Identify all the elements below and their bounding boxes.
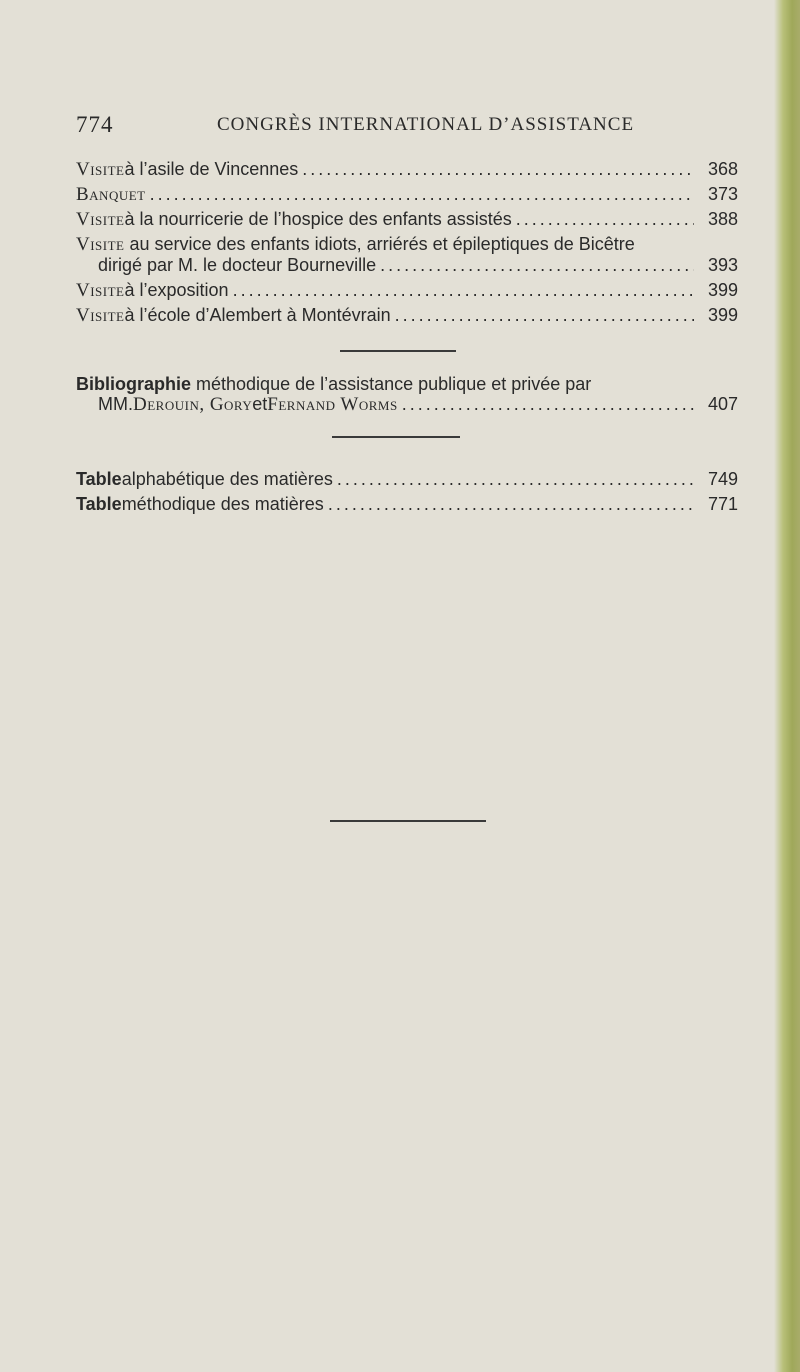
entry-page: 399 (707, 280, 738, 300)
entry-title: à la nourricerie de l’hospice des enfants assistés (124, 209, 512, 229)
entry-title: à l’école d’Alembert à Montévrain (124, 305, 391, 325)
bibliography-keyword: Bibliographie (76, 374, 192, 394)
page-number: 774 (76, 112, 114, 137)
bibliography-entry (76, 374, 738, 415)
toc-entry (76, 234, 738, 275)
end-rule (330, 820, 486, 822)
toc-entry (76, 280, 738, 301)
table-title: méthodique des matières (121, 494, 324, 514)
toc-entry (76, 184, 738, 205)
table-keyword: Table (76, 494, 122, 514)
section-rule (332, 436, 460, 438)
entry-page: 393 (707, 255, 738, 275)
running-title: CONGRÈS INTERNATIONAL D’ASSISTANCE (217, 114, 635, 135)
section-rule (340, 350, 456, 352)
entry-keyword: Visite (76, 305, 125, 326)
dot-leader (402, 394, 694, 414)
entry-keyword: Visite (76, 234, 125, 255)
dot-leader (150, 184, 694, 204)
bibliography-prefix: MM. (98, 394, 133, 414)
table-keyword: Table (76, 469, 122, 489)
dot-leader (395, 305, 694, 325)
dot-leader (233, 280, 694, 300)
table-entry (76, 469, 738, 489)
toc-entry (76, 159, 738, 180)
entry-page: 388 (707, 209, 738, 229)
bibliography-page: 407 (707, 394, 738, 414)
dot-leader (380, 255, 694, 275)
bibliography-authors: Derouin, Gory (133, 394, 253, 415)
entry-keyword: Visite (76, 209, 125, 230)
entry-title-continued: dirigé par M. le docteur Bourneville (98, 255, 377, 275)
dot-leader (302, 159, 694, 179)
table-page: 749 (707, 469, 738, 489)
entry-keyword: Visite (76, 159, 125, 180)
entry-keyword: Visite (76, 280, 125, 301)
toc-entry (76, 305, 738, 326)
dot-leader (328, 494, 694, 514)
bibliography-joiner: et (252, 394, 268, 414)
entry-title: à l’asile de Vincennes (124, 159, 299, 179)
dot-leader (516, 209, 694, 229)
entry-page: 399 (707, 305, 738, 325)
entry-title: au service des enfants idiots, arriérés et épileptiques de Bicêtre (124, 234, 635, 254)
table-page: 771 (707, 494, 738, 514)
entry-title: à l’exposition (124, 280, 229, 300)
toc-entry (76, 209, 738, 230)
table-title: alphabétique des matières (121, 469, 333, 489)
dot-leader (337, 469, 694, 489)
bibliography-title: méthodique de l’assistance publique et privée par (191, 374, 592, 394)
entry-keyword: Banquet (76, 184, 146, 205)
table-entry (76, 494, 738, 514)
page-edge (774, 0, 800, 1372)
page-header (76, 112, 742, 142)
bibliography-authors-2: Fernand Worms (267, 394, 398, 415)
entry-page: 368 (707, 159, 738, 179)
entry-page: 373 (707, 184, 738, 204)
